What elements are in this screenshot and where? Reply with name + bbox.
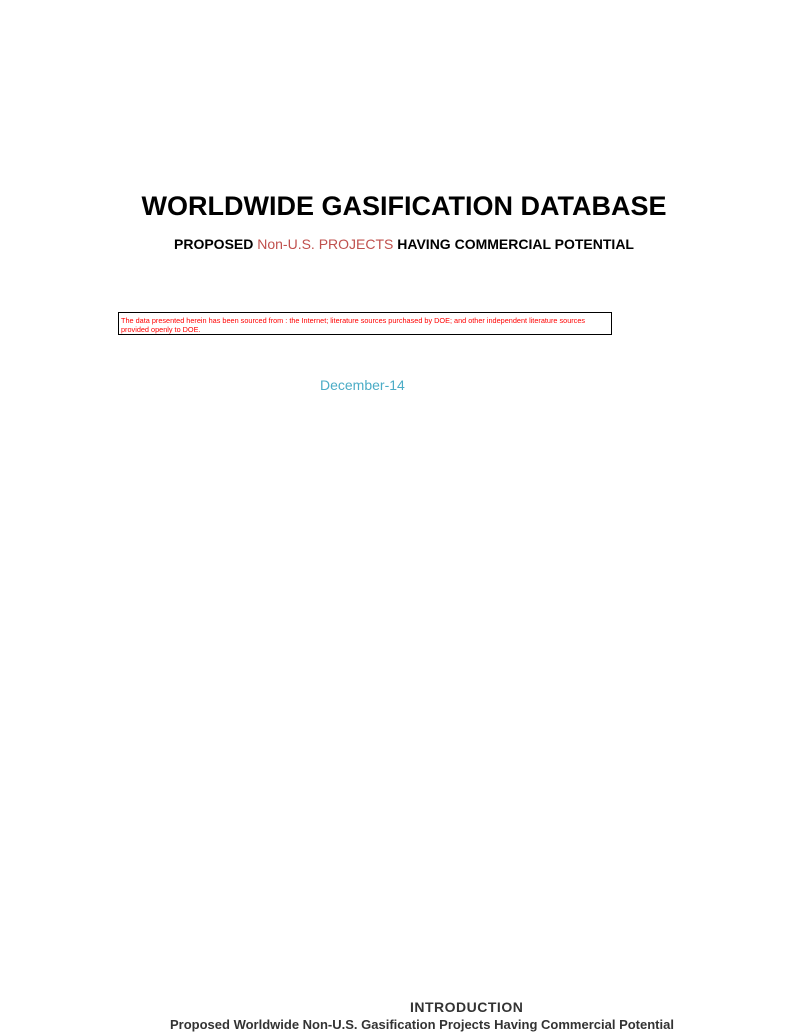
subtitle-prefix: PROPOSED (174, 236, 254, 252)
document-date: December-14 (320, 377, 405, 393)
document-title: WORLDWIDE GASIFICATION DATABASE (141, 191, 667, 221)
subtitle-suffix: HAVING COMMERCIAL POTENTIAL (397, 236, 634, 252)
subtitle-highlight: Non-U.S. PROJECTS (257, 236, 394, 252)
disclaimer-box: The data presented herein has been sourced from : the Internet; literature sources purchased by DOE; and other independent literature sources provided openly to DOE. (118, 312, 612, 335)
introduction-heading: INTRODUCTION (410, 999, 524, 1015)
introduction-first-line: Proposed Worldwide Non-U.S. Gasification Projects Having Commercial Potential (170, 1017, 674, 1032)
document-subtitle (0, 236, 808, 252)
